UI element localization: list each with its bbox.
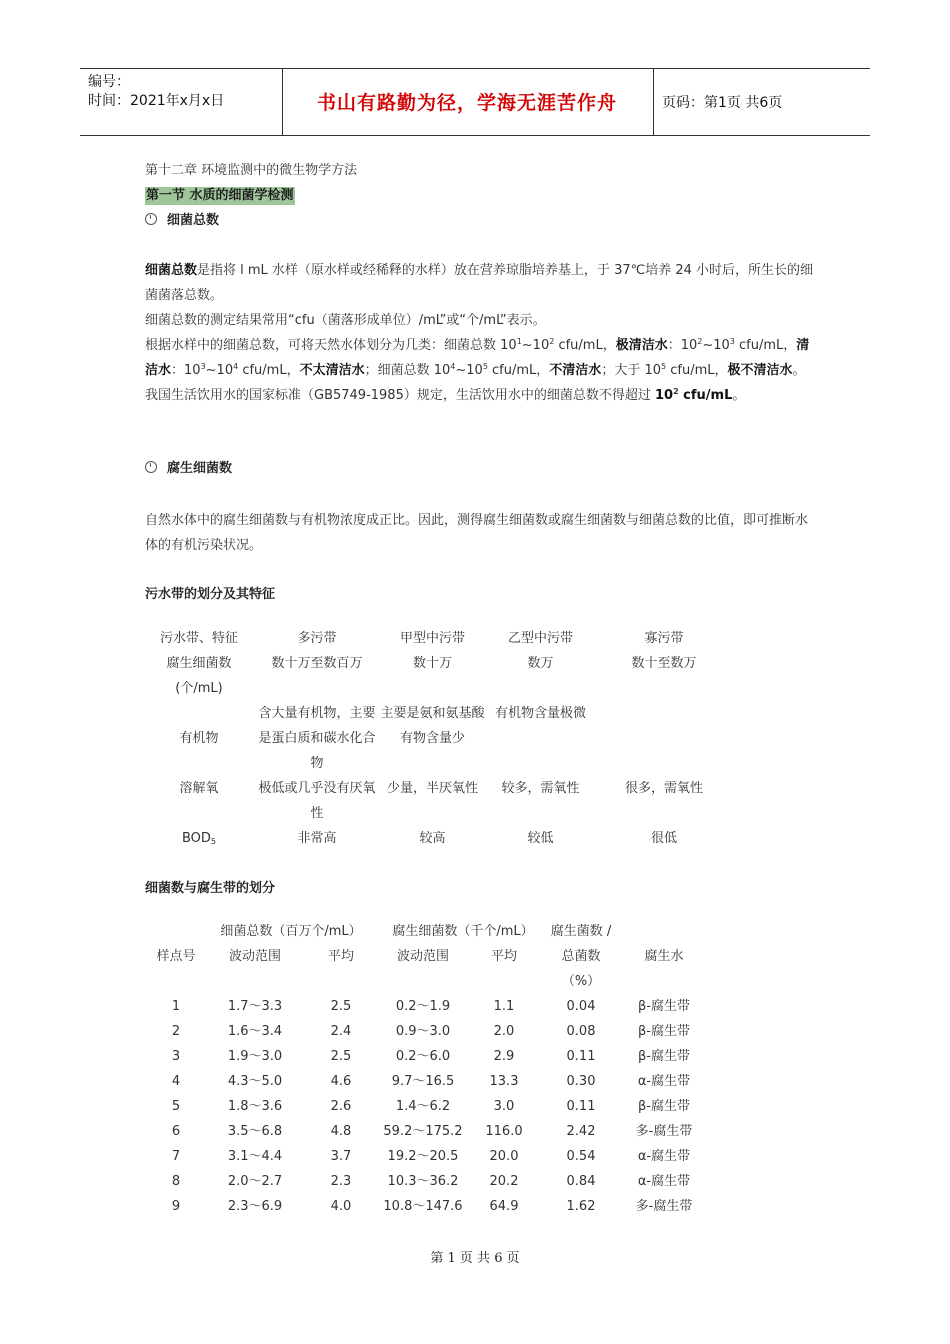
definition-body: 是指将 l mL 水样（原水样或经稀释的水样）放在营养琼脂培养基上，于 37℃培养 24 小时后，所生长的细菌菌落总数。: [145, 263, 814, 303]
doc-number-label: 编号：: [88, 74, 130, 90]
cell-ratio: 0.11: [566, 1049, 596, 1064]
cell-zone: β-腐生带: [638, 1099, 690, 1114]
doc-time-label: 时间：2021年x月x日: [88, 93, 225, 109]
cell-sample-number: 5: [171, 1099, 181, 1114]
group-header-sapro: 腐生细菌数（千个/mL）: [392, 924, 534, 939]
table-cell: 较低: [527, 831, 554, 846]
exponent: 3: [200, 362, 206, 371]
cell-total-range: 1.6～3.4: [227, 1024, 283, 1039]
exponent: 2: [549, 337, 555, 346]
text-run: 。: [732, 388, 746, 403]
group-header-total: 细菌总数（百万个/mL）: [220, 924, 362, 939]
ratio-header-line3: （%）: [561, 974, 601, 989]
cell-sapro-range: 10.3～36.2: [387, 1174, 459, 1189]
table-cell: 腐生细菌数(个/mL): [166, 656, 232, 696]
table-header-cell: 多污带: [297, 631, 337, 646]
cell-total-avg: 4.6: [330, 1074, 352, 1089]
text-run: ；大于 10: [601, 363, 661, 378]
cell-zone: α-腐生带: [637, 1174, 691, 1189]
table-cell: 数十至数万: [631, 656, 697, 671]
cell-zone: β-腐生带: [638, 999, 690, 1014]
exponent: 2: [697, 337, 703, 346]
cell-total-range: 1.9～3.0: [227, 1049, 283, 1064]
bact-table-title: 细菌数与腐生带的划分: [145, 881, 276, 896]
bod-label: BOD: [181, 831, 211, 846]
table-cell: 少量，半厌氧性: [386, 781, 478, 796]
cell-sapro-avg: 3.0: [493, 1099, 515, 1114]
cell-sapro-range: 0.2～1.9: [395, 999, 451, 1014]
cell-sapro-range: 1.4～6.2: [395, 1099, 451, 1114]
cell-ratio: 2.42: [566, 1124, 596, 1139]
cell-total-range: 1.7～3.3: [227, 999, 283, 1014]
clock-icon: [145, 213, 157, 225]
table-cell: 溶解氧: [179, 781, 219, 796]
definition-paragraph: [145, 258, 815, 308]
saprophytic-paragraph: 自然水体中的腐生细菌数与有机物浓度成正比。因此，测得腐生细菌数或腐生细菌数与细菌总数的比值，即可推断水体的有机污染状况。: [145, 513, 809, 553]
text-run: ；细菌总数 10: [364, 363, 451, 378]
exponent: 5: [482, 362, 488, 371]
text-run: ~10: [205, 363, 234, 378]
exponent: 3: [729, 337, 735, 346]
definition-term: 细菌总数: [145, 263, 198, 278]
cell-total-avg: 2.6: [330, 1099, 352, 1114]
cell-sapro-avg: 116.0: [485, 1124, 523, 1139]
bold-term: 极不清洁水: [727, 363, 793, 378]
table-cell: 极低或几乎没有厌氧性: [258, 781, 376, 821]
col-header-avg: 平均: [327, 949, 354, 964]
text-run: ：10: [171, 363, 201, 378]
text-run: 根据水样中的细菌总数，可将天然水体划分为几类：细菌总数 10: [145, 338, 517, 353]
table-cell: 有机物: [179, 731, 219, 746]
col-header-zone: 腐生水: [644, 949, 684, 964]
table-cell: 非常高: [297, 831, 337, 846]
table-header-cell: 污水带、特征: [159, 631, 238, 646]
subheading-saprophytic: [145, 460, 232, 478]
cell-total-range: 2.3～6.9: [227, 1199, 283, 1214]
cell-ratio: 0.08: [566, 1024, 596, 1039]
cell-sapro-range: 0.9～3.0: [395, 1024, 451, 1039]
section-title: 第一节 水质的细菌学检测: [146, 188, 294, 203]
table-cell: 较多，需氧性: [501, 781, 580, 796]
cell-zone: α-腐生带: [637, 1074, 691, 1089]
cell-sample-number: 9: [171, 1199, 181, 1214]
table-cell: 数十万至数百万: [271, 656, 363, 671]
page-footer: 第 1 页 共 6 页: [430, 1251, 520, 1266]
cell-zone: β-腐生带: [638, 1049, 690, 1064]
cell-total-range: 3.5～6.8: [227, 1124, 283, 1139]
cell-total-range: 3.1～4.4: [227, 1149, 283, 1164]
bold-term: cfu/mL: [678, 388, 733, 403]
cell-sapro-range: 9.7～16.5: [391, 1074, 455, 1089]
table-cell-bod-label: [145, 826, 253, 851]
header-divider-2: [653, 68, 654, 135]
col-header-sample: 样点号: [156, 949, 196, 964]
table-cell: 主要是氨和氨基酸有物含量少: [380, 706, 485, 746]
cell-total-range: 2.0～2.7: [227, 1174, 283, 1189]
header-motto: 书山有路勤为径，学海无涯苦作舟: [316, 92, 617, 114]
cell-sapro-avg: 2.9: [493, 1049, 515, 1064]
table-header-cell: 寡污带: [644, 631, 684, 646]
text-run: cfu/mL，: [487, 363, 550, 378]
exponent: 1: [516, 337, 522, 346]
cell-total-avg: 2.4: [330, 1024, 352, 1039]
exponent: 5: [661, 362, 667, 371]
table-header-cell: 甲型中污带: [399, 631, 465, 646]
subheading-text: 腐生细菌数: [167, 461, 233, 476]
header-page-label: 页码：第1页 共6页: [662, 95, 783, 111]
bold-term: 不太清洁水: [299, 363, 365, 378]
table-cell: 有机物含量极微: [494, 706, 586, 721]
cell-sample-number: 4: [171, 1074, 181, 1089]
table-cell: 数十万: [412, 656, 452, 671]
bold-term: 10: [654, 388, 674, 403]
cell-sapro-avg: 20.2: [489, 1174, 519, 1189]
text-run: cfu/mL，: [554, 338, 616, 353]
cell-zone: 多-腐生带: [635, 1124, 693, 1139]
cell-sample-number: 1: [171, 999, 181, 1014]
bold-term: 不清洁水: [549, 363, 602, 378]
table-cell: 很多，需氧性: [624, 781, 703, 796]
exponent: 2: [673, 387, 679, 396]
subheading-total-bacteria: [145, 212, 219, 230]
cell-total-avg: 4.8: [330, 1124, 352, 1139]
cell-sapro-avg: 1.1: [493, 999, 515, 1014]
cell-sapro-avg: 64.9: [489, 1199, 519, 1214]
cell-sample-number: 3: [171, 1049, 181, 1064]
cell-sapro-avg: 2.0: [493, 1024, 515, 1039]
ratio-header-line2: 总菌数: [561, 949, 601, 964]
text-run: cfu/mL，: [734, 338, 797, 353]
units-paragraph: 细菌总数的测定结果常用“cfu（菌落形成单位）/mL”或“个/mL”表示。: [145, 313, 546, 328]
cell-sapro-range: 10.8～147.6: [383, 1199, 463, 1214]
cell-total-avg: 2.3: [330, 1174, 352, 1189]
exponent: 4: [450, 362, 456, 371]
col-header-range: 波动范围: [228, 949, 281, 964]
header-bottom-rule: [80, 135, 870, 136]
cell-sapro-range: 0.2～6.0: [395, 1049, 451, 1064]
cell-ratio: 0.11: [566, 1099, 596, 1114]
cell-ratio: 1.62: [566, 1199, 596, 1214]
cell-total-range: 1.8～3.6: [227, 1099, 283, 1114]
clock-icon: [145, 461, 157, 473]
classification-paragraph: [145, 333, 815, 408]
cell-total-range: 4.3～5.0: [227, 1074, 283, 1089]
cell-sample-number: 6: [171, 1124, 181, 1139]
cell-zone: 多-腐生带: [635, 1199, 693, 1214]
cell-ratio: 0.04: [566, 999, 596, 1014]
cell-sample-number: 2: [171, 1024, 181, 1039]
subheading-text: 细菌总数: [167, 213, 220, 228]
cell-ratio: 0.30: [566, 1074, 596, 1089]
cell-zone: β-腐生带: [638, 1024, 690, 1039]
bod-subscript: 5: [210, 837, 217, 846]
text-run: ~10: [455, 363, 483, 378]
text-run: 。我国生活饮用水的国家标准（GB5749-1985）规定，生活饮用水中的细菌总数不得超过: [145, 363, 806, 403]
col-header-avg2: 平均: [490, 949, 517, 964]
cell-sample-number: 7: [171, 1149, 181, 1164]
table-cell: 较高: [419, 831, 446, 846]
cell-total-avg: 2.5: [330, 999, 352, 1014]
text-run: cfu/mL，: [238, 363, 300, 378]
cell-sample-number: 8: [171, 1174, 181, 1189]
text-run: cfu/mL，: [666, 363, 728, 378]
cell-sapro-range: 59.2～175.2: [383, 1124, 463, 1139]
table-cell: 很低: [650, 831, 677, 846]
ratio-header-line1: 腐生菌数 /: [550, 924, 612, 939]
cell-ratio: 0.84: [566, 1174, 596, 1189]
cell-total-avg: 3.7: [330, 1149, 352, 1164]
text-run: ：10: [667, 338, 698, 353]
bold-term: 清洁水: [145, 338, 810, 378]
table-cell: 数万: [527, 656, 554, 671]
cell-total-avg: 2.5: [330, 1049, 352, 1064]
cell-ratio: 0.54: [566, 1149, 596, 1164]
col-header-range2: 波动范围: [396, 949, 449, 964]
exponent: 4: [233, 362, 239, 371]
bold-term: 极清洁水: [615, 338, 668, 353]
header-meta: [88, 73, 224, 111]
zone-table-title: 污水带的划分及其特征: [145, 587, 276, 602]
text-run: ~10: [521, 338, 550, 353]
cell-sapro-avg: 13.3: [489, 1074, 519, 1089]
chapter-title: 第十二章 环境监测中的微生物学方法: [145, 163, 358, 178]
table-cell: 含大量有机物，主要是蛋白质和碳水化合物: [258, 706, 376, 771]
cell-sapro-avg: 20.0: [489, 1149, 519, 1164]
table-header-cell: 乙型中污带: [507, 631, 573, 646]
text-run: ~10: [702, 338, 730, 353]
cell-zone: α-腐生带: [637, 1149, 691, 1164]
cell-total-avg: 4.0: [330, 1199, 352, 1214]
cell-sapro-range: 19.2～20.5: [387, 1149, 459, 1164]
